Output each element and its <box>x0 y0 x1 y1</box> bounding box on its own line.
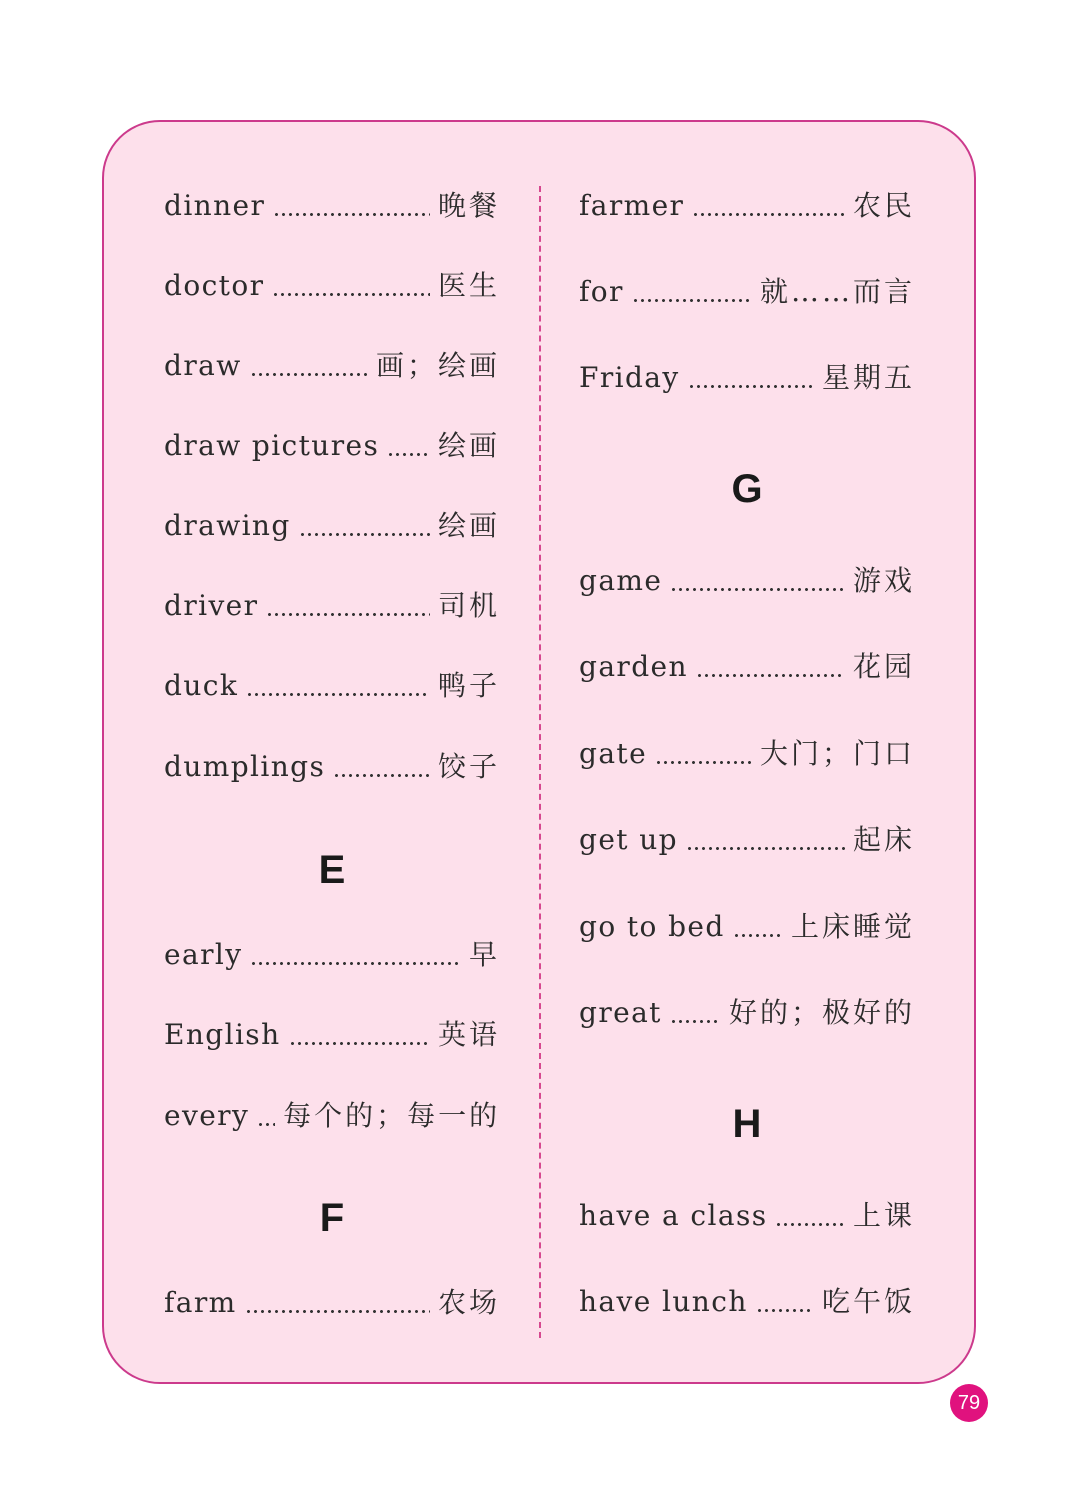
entry-translation: 好的；极好的 <box>728 996 915 1029</box>
entry-word: have lunch <box>579 1285 748 1318</box>
dot-leader <box>250 935 461 975</box>
column-divider <box>539 186 541 1338</box>
entry-translation: 画；绘画 <box>375 349 500 382</box>
page-number-badge: 79 <box>950 1384 988 1422</box>
vocab-entry-friday <box>579 358 915 398</box>
vocab-entry-game <box>579 561 915 601</box>
vocab-entry-gate <box>579 734 915 774</box>
vocab-entry-early <box>164 935 500 975</box>
section-heading-f: F <box>319 1196 345 1240</box>
entry-translation: 农民 <box>852 189 915 222</box>
dot-leader <box>733 907 783 947</box>
dot-leader <box>250 346 368 386</box>
entry-translation: 就……而言 <box>759 275 915 308</box>
entry-translation: 早 <box>468 938 500 971</box>
dot-leader <box>245 1283 430 1323</box>
entry-translation: 上课 <box>852 1199 915 1232</box>
section-heading-h: H <box>732 1102 762 1146</box>
vocab-entry-get-up <box>579 820 915 860</box>
entry-word: dumplings <box>164 750 326 783</box>
entry-translation: 司机 <box>437 589 500 622</box>
entry-word: drawing <box>164 509 291 542</box>
dot-leader <box>696 647 845 687</box>
vocab-entry-garden <box>579 647 915 687</box>
vocab-entry-draw <box>164 346 500 386</box>
vocab-entry-great <box>579 993 915 1033</box>
entry-word: early <box>164 938 243 971</box>
entry-translation: 英语 <box>437 1018 500 1051</box>
entry-word: farm <box>164 1286 237 1319</box>
dot-leader <box>266 586 430 626</box>
vocab-entry-duck <box>164 666 500 706</box>
dot-leader <box>670 561 845 601</box>
dot-leader <box>387 426 430 466</box>
entry-word: dinner <box>164 189 266 222</box>
vocab-entry-dinner <box>164 186 500 226</box>
vocab-entry-farmer <box>579 186 915 226</box>
section-heading-g: G <box>731 467 763 511</box>
dot-leader <box>775 1196 845 1236</box>
vocab-entry-every <box>164 1096 500 1136</box>
dot-leader <box>299 506 430 546</box>
entry-word: for <box>579 275 624 308</box>
section-heading-e: E <box>318 848 346 892</box>
dot-leader <box>333 747 430 787</box>
entry-word: get up <box>579 823 679 856</box>
entry-word: farmer <box>579 189 685 222</box>
entry-word: draw <box>164 349 242 382</box>
vocab-entry-farm <box>164 1283 500 1323</box>
vocab-entry-have-lunch <box>579 1282 915 1322</box>
vocab-entry-go-to-bed <box>579 907 915 947</box>
entry-translation: 绘画 <box>437 509 500 542</box>
entry-translation: 晚餐 <box>437 189 500 222</box>
entry-word: driver <box>164 589 259 622</box>
entry-translation: 医生 <box>437 269 500 302</box>
dot-leader <box>289 1015 430 1055</box>
entry-translation: 游戏 <box>852 564 915 597</box>
dot-leader <box>692 186 845 226</box>
dot-leader <box>686 820 845 860</box>
dot-leader <box>246 666 430 706</box>
entry-translation: 饺子 <box>437 750 500 783</box>
entry-word: have a class <box>579 1199 768 1232</box>
dot-leader <box>257 1096 275 1136</box>
vocab-entry-draw-pictures <box>164 426 500 466</box>
vocab-entry-english <box>164 1015 500 1055</box>
dot-leader <box>688 358 814 398</box>
entry-translation: 起床 <box>852 823 915 856</box>
entry-translation: 吃午饭 <box>821 1285 915 1318</box>
entry-translation: 鸭子 <box>437 669 500 702</box>
dot-leader <box>670 993 721 1033</box>
entry-word: garden <box>579 650 688 683</box>
entry-word: great <box>579 996 662 1029</box>
vocab-entry-dumplings <box>164 747 500 787</box>
dot-leader <box>655 734 752 774</box>
vocab-entry-for <box>579 272 915 312</box>
entry-word: gate <box>579 737 648 770</box>
entry-translation: 星期五 <box>821 361 915 394</box>
entry-word: go to bed <box>579 910 725 943</box>
entry-word: draw pictures <box>164 429 380 462</box>
dot-leader <box>632 272 752 312</box>
entry-word: every <box>164 1099 250 1132</box>
entry-translation: 花园 <box>852 650 915 683</box>
vocab-entry-have-a-class <box>579 1196 915 1236</box>
entry-translation: 上床睡觉 <box>790 910 915 943</box>
entry-translation: 每个的；每一的 <box>283 1099 501 1132</box>
entry-word: game <box>579 564 663 597</box>
entry-word: duck <box>164 669 239 702</box>
dot-leader <box>756 1282 814 1322</box>
vocab-entry-drawing <box>164 506 500 546</box>
vocab-entry-driver <box>164 586 500 626</box>
entry-word: doctor <box>164 269 265 302</box>
dot-leader <box>273 186 430 226</box>
entry-word: Friday <box>579 361 680 394</box>
entry-translation: 农场 <box>437 1286 500 1319</box>
dot-leader <box>272 266 430 306</box>
vocab-entry-doctor <box>164 266 500 306</box>
entry-translation: 绘画 <box>437 429 500 462</box>
entry-translation: 大门；门口 <box>759 737 915 770</box>
entry-word: English <box>164 1018 281 1051</box>
